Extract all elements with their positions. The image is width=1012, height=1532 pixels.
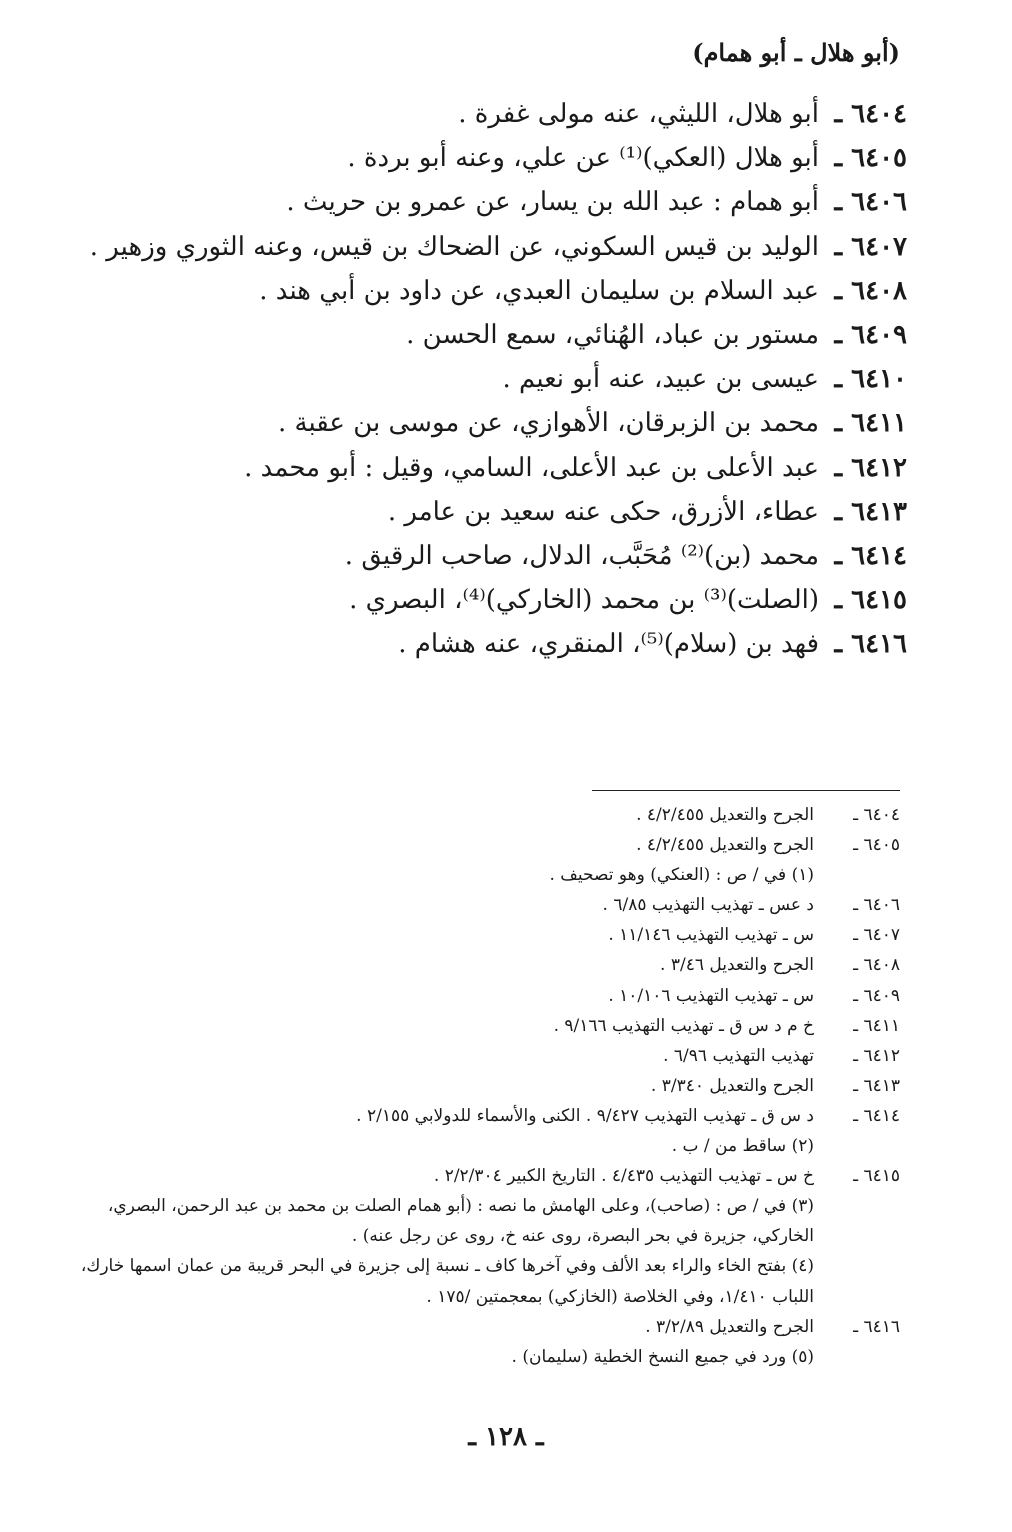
footnote-entry-number — [814, 1221, 900, 1251]
footnote-entry-number — [814, 1131, 900, 1161]
footnote — [80, 1312, 900, 1342]
footnote-text: (٤) بفتح الخاء والراء بعد الألف وفي آخرها كاف ـ نسبة إلى جزيرة في البحر قريبة من عمان اسمها خارك، — [80, 1256, 814, 1277]
footnote — [80, 1191, 900, 1221]
footnote-entry-number: ٦٤٠٩ ـ — [853, 985, 900, 1006]
footnote-text: الجرح والتعديل ٤/٢/٤٥٥ . — [636, 835, 814, 856]
footnote-entry-number — [814, 1282, 900, 1312]
page-number: ـ ١٢٨ ـ — [468, 1422, 544, 1452]
footnote-entry-number: ٦٤١١ ـ — [853, 1015, 900, 1036]
footnote — [80, 800, 900, 830]
footnote-text: د س ق ـ تهذيب التهذيب ٩/٤٢٧ . الكنى والأسماء للدولابي ٢/١٥٥ . — [356, 1105, 814, 1126]
footnote — [80, 1011, 900, 1041]
footnote — [80, 890, 900, 920]
footnote-text: اللباب ١/٤١٠، وفي الخلاصة (الخازكي) بمعجمتين /١٧٥ . — [426, 1286, 814, 1307]
entry-text: محمد (بن)⁽²⁾ مُحَبَّب، الدلال، صاحب الرقيق . — [344, 540, 819, 571]
entry-number: ٦٤١٦ ـ — [834, 629, 907, 660]
entry-text: عيسى بن عبيد، عنه أبو نعيم . — [502, 364, 819, 395]
entry-number: ٦٤٠٧ ـ — [834, 231, 907, 262]
footnote — [80, 1342, 900, 1372]
footnote-entry-number: ٦٤١٤ ـ — [853, 1105, 900, 1126]
footnote-entry-number — [814, 1342, 900, 1372]
footnote — [80, 1161, 900, 1191]
footnote — [80, 1101, 900, 1131]
entry — [80, 136, 907, 180]
footnote-entry-number: ٦٤١٢ ـ — [853, 1045, 900, 1066]
entry-number: ٦٤٠٤ ـ — [834, 99, 907, 129]
entry — [80, 534, 907, 578]
footnote-entry-number: ٦٤١٣ ـ — [853, 1075, 900, 1096]
footnote — [80, 860, 900, 890]
footnote-text: س ـ تهذيب التهذيب ١١/١٤٦ . — [608, 925, 814, 946]
footnote-list — [80, 800, 900, 1372]
entry-number: ٦٤١٥ ـ — [834, 585, 907, 616]
entry — [80, 578, 907, 622]
entry — [80, 401, 907, 445]
entry — [80, 92, 907, 136]
entry-text: مستور بن عباد، الهُنائي، سمع الحسن . — [406, 319, 819, 350]
footnote-text: تهذيب التهذيب ٦/٩٦ . — [663, 1045, 814, 1066]
footnote — [80, 830, 900, 860]
footnote-text: خ م د س ق ـ تهذيب التهذيب ٩/١٦٦ . — [553, 1015, 814, 1036]
footnote-divider — [592, 790, 900, 791]
footnote-entry-number: ٦٤٠٤ ـ — [853, 805, 900, 825]
footnote-text: الجرح والتعديل ٣/٤٦ . — [660, 955, 814, 976]
entry-text: الوليد بن قيس السكوني، عن الضحاك بن قيس، وعنه الثوري وزهير . — [89, 231, 819, 262]
footnote — [80, 950, 900, 980]
entry-text: عبد الأعلى بن عبد الأعلى، السامي، وقيل : أبو محمد . — [244, 452, 819, 483]
footnote-entry-number: ٦٤٠٦ ـ — [853, 895, 900, 916]
footnote-entry-number: ٦٤٠٥ ـ — [853, 835, 900, 856]
entry-text: محمد بن الزبرقان، الأهوازي، عن موسى بن عقبة . — [277, 408, 819, 439]
footnote-text: (٣) في / ص : (صاحب)، وعلى الهامش ما نصه : (أبو همام الصلت بن محمد بن عبد الرحمن، البصري، — [107, 1196, 814, 1217]
entry-number: ٦٤٠٥ ـ — [834, 143, 907, 174]
footnote — [80, 1251, 900, 1281]
entry — [80, 313, 907, 357]
footnote — [80, 1131, 900, 1161]
footnote — [80, 1282, 900, 1312]
footnote-text: الجرح والتعديل ٣/٣٤٠ . — [650, 1075, 814, 1096]
entry-text: أبو همام : عبد الله بن يسار، عن عمرو بن حريث . — [286, 187, 819, 218]
footnote-text: الجرح والتعديل ٣/٢/٨٩ . — [645, 1316, 814, 1337]
footnote-entry-number: ٦٤٠٨ ـ — [853, 955, 900, 976]
entry — [80, 622, 907, 666]
entry — [80, 225, 907, 269]
entry-number: ٦٤١٣ ـ — [834, 496, 907, 527]
entry-number: ٦٤٠٦ ـ — [834, 187, 907, 218]
entry-list — [80, 92, 907, 666]
footnote — [80, 1041, 900, 1071]
footnote-text: (٢) ساقط من / ب . — [671, 1136, 814, 1157]
entry-text: فهد بن (سلام)⁽⁵⁾، المنقري، عنه هشام . — [398, 629, 819, 660]
footnote-text: الجرح والتعديل ٤/٢/٤٥٥ . — [636, 805, 814, 825]
entry-number: ٦٤١٤ ـ — [834, 540, 907, 571]
footnote-entry-number — [814, 860, 900, 890]
footnote-text: د عس ـ تهذيب التهذيب ٦/٨٥ . — [602, 895, 814, 916]
footnote-text: خ س ـ تهذيب التهذيب ٤/٤٣٥ . التاريخ الكبير ٢/٢/٣٠٤ . — [433, 1166, 814, 1187]
footnote — [80, 1221, 900, 1251]
footnote-entry-number — [814, 1191, 900, 1221]
entry — [80, 180, 907, 224]
entry-number: ٦٤١٢ ـ — [834, 452, 907, 483]
footnote — [80, 1071, 900, 1101]
entry — [80, 490, 907, 534]
running-head: (أبو هلال ـ أبو همام) — [692, 38, 900, 67]
footnote-entry-number — [814, 1251, 900, 1281]
footnote-text: (٥) ورد في جميع النسخ الخطية (سليمان) . — [511, 1346, 814, 1367]
entry — [80, 446, 907, 490]
entry-text: (الصلت)⁽³⁾ بن محمد (الخاركي)⁽⁴⁾، البصري . — [349, 585, 819, 616]
footnote — [80, 981, 900, 1011]
footnote-entry-number: ٦٤١٥ ـ — [853, 1166, 900, 1187]
footnote-text: الخاركي، جزيرة في بحر البصرة، روى عنه خ، روى عن رجل عنه) . — [351, 1226, 814, 1247]
entry-number: ٦٤١١ ـ — [834, 408, 907, 439]
footnote-text: س ـ تهذيب التهذيب ١٠/١٠٦ . — [608, 985, 814, 1006]
footnote-text: (١) في / ص : (العنكي) وهو تصحيف . — [549, 865, 814, 886]
entry-number: ٦٤١٠ ـ — [834, 364, 907, 395]
entry-text: عبد السلام بن سليمان العبدي، عن داود بن أبي هند . — [259, 275, 819, 306]
entry-number: ٦٤٠٩ ـ — [834, 319, 907, 350]
entry-text: أبو هلال، الليثي، عنه مولى غفرة . — [458, 99, 819, 129]
entry-number: ٦٤٠٨ ـ — [834, 275, 907, 306]
entry-text: أبو هلال (العكي)⁽¹⁾ عن علي، وعنه أبو بردة . — [347, 143, 819, 174]
footnote-entry-number: ٦٤١٦ ـ — [853, 1316, 900, 1337]
footnote — [80, 920, 900, 950]
entry — [80, 269, 907, 313]
footnote-entry-number: ٦٤٠٧ ـ — [853, 925, 900, 946]
entry-text: عطاء، الأزرق، حكى عنه سعيد بن عامر . — [387, 496, 819, 527]
entry — [80, 357, 907, 401]
